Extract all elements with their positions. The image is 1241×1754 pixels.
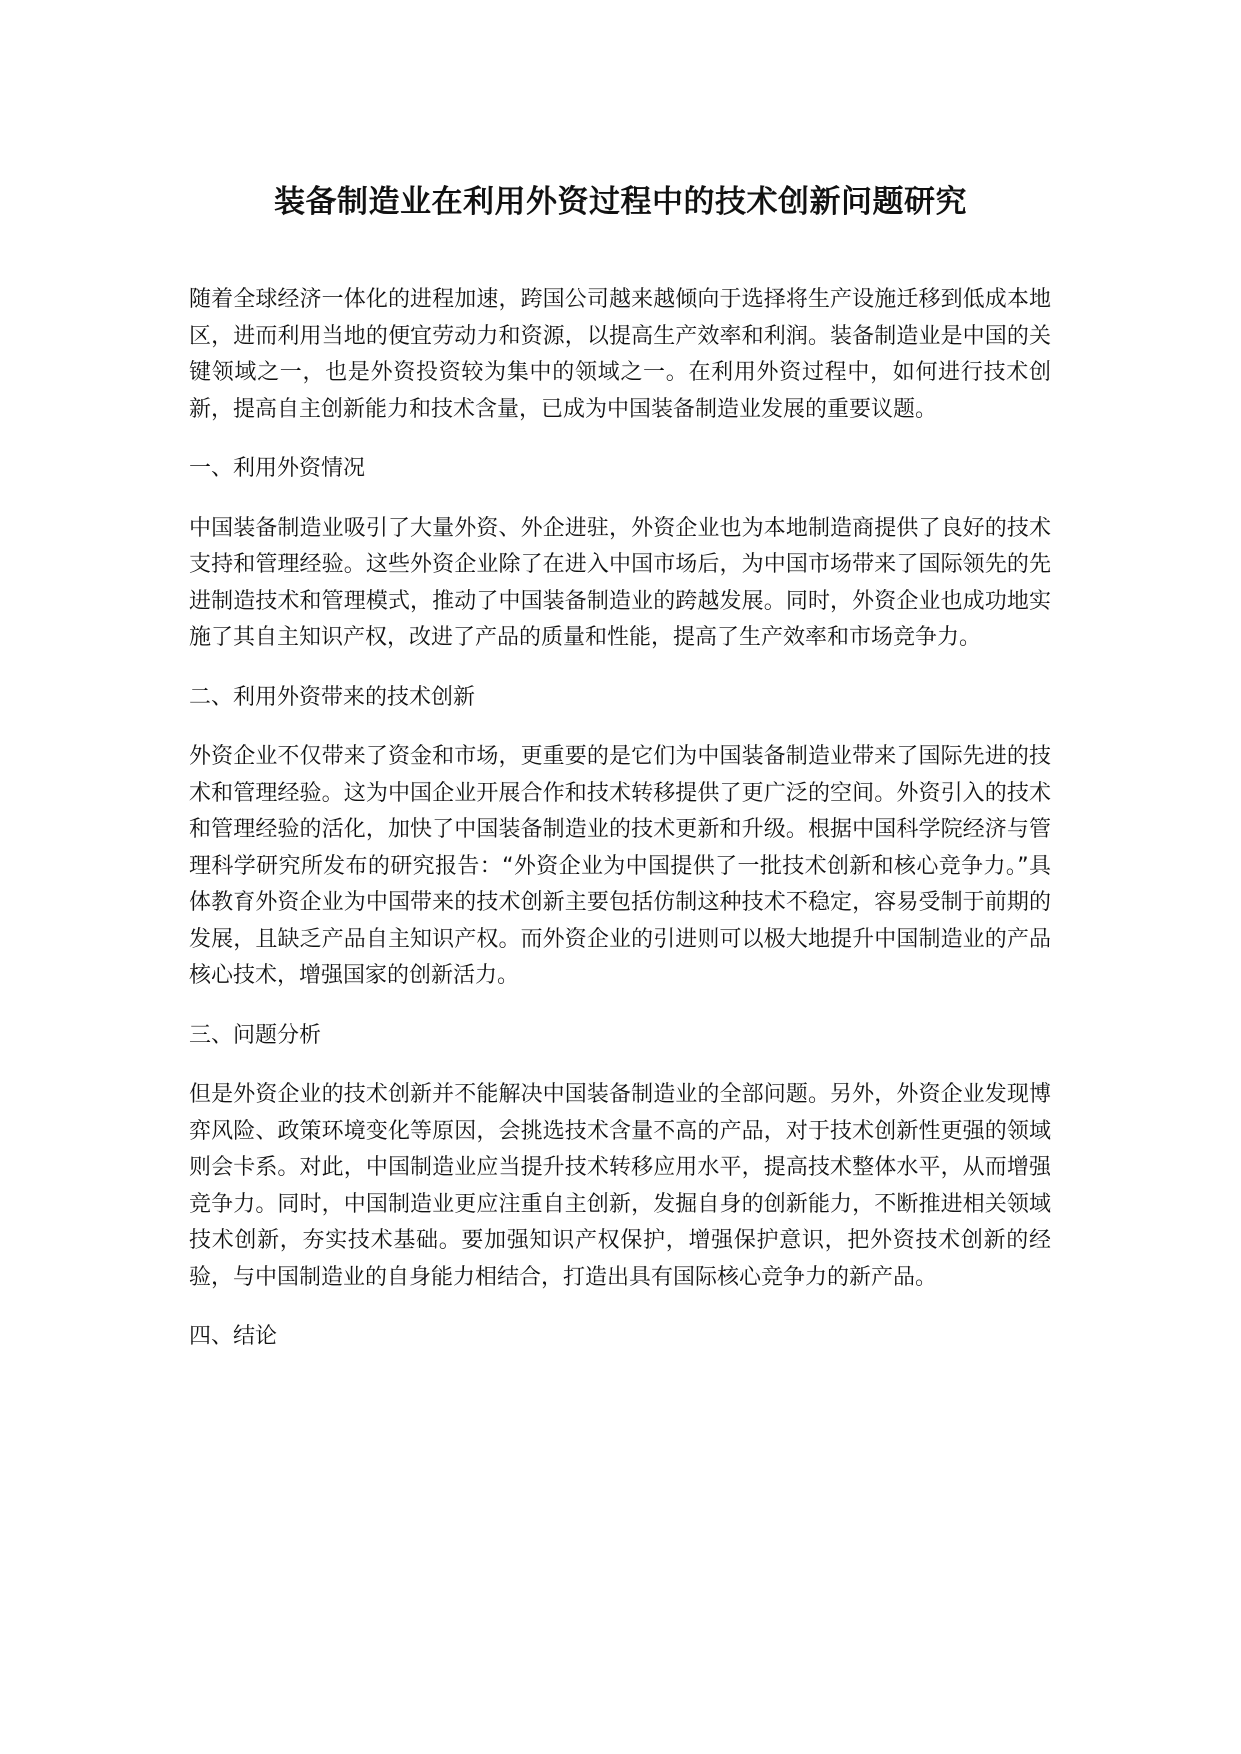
section-heading-4: 四、结论	[189, 1324, 278, 1349]
section-heading-2: 二、利用外资带来的技术创新	[189, 684, 476, 710]
section-heading-1: 一、利用外资情况	[189, 456, 366, 481]
intro-paragraph: 随着全球经济一体化的进程加速，跨国公司越来越倾向于选择将生产设施迁移到低成本地区，进而利用当地的便宜劳动力和资源，以提高生产效率和利润。装备制造业是中国的关键领域之一，也是外资投资较为集中的领域之一。在利用外资过程中，如何进行技术创新，提高自主创新能力和技术含量，已成为中国装备制造业发展的重要议题。	[189, 287, 1051, 422]
section-paragraph-1: 中国装备制造业吸引了大量外资、外企进驻，外资企业也为本地制造商提供了良好的技术支持和管理经验。这些外资企业除了在进入中国市场后，为中国市场带来了国际领先的先进制造技术和管理模式，推动了中国装备制造业的跨越发展。同时，外资企业也成功地实施了其自主知识产权，改进了产品的质量和性能，提高了生产效率和市场竞争力。	[189, 515, 1051, 650]
section-paragraph-3: 但是外资企业的技术创新并不能解决中国装备制造业的全部问题。另外，外资企业发现博弈风险、政策环境变化等原因，会挑选技术含量不高的产品，对于技术创新性更强的领域则会卡系。对此，中国制造业应当提升技术转移应用水平，提高技术整体水平，从而增强竞争力。同时，中国制造业更应注重自主创新，发掘自身的创新能力，不断推进相关领域技术创新，夯实技术基础。要加强知识产权保护，增强保护意识，把外资技术创新的经验，与中国制造业的自身能力相结合，打造出具有国际核心竞争力的新产品。	[189, 1082, 1051, 1290]
document-body	[189, 282, 1051, 1379]
section-paragraph-2: 外资企业不仅带来了资金和市场，更重要的是它们为中国装备制造业带来了国际先进的技术和管理经验。这为中国企业开展合作和技术转移提供了更广泛的空间。外资引入的技术和管理经验的活化，加快了中国装备制造业的技术更新和升级。根据中国科学院经济与管理科学研究所发布的研究报告：“外资企业为中国提供了一批技术创新和核心竞争力。”具体教育外资企业为中国带来的技术创新主要包括仿制这种技术不稳定，容易受制于前期的发展，且缺乏产品自主知识产权。而外资企业的引进则可以极大地提升中国制造业的产品核心技术，增强国家的创新活力。	[189, 744, 1051, 988]
section-heading-3: 三、问题分析	[189, 1022, 322, 1048]
document-title: 装备制造业在利用外资过程中的技术创新问题研究	[274, 184, 967, 220]
